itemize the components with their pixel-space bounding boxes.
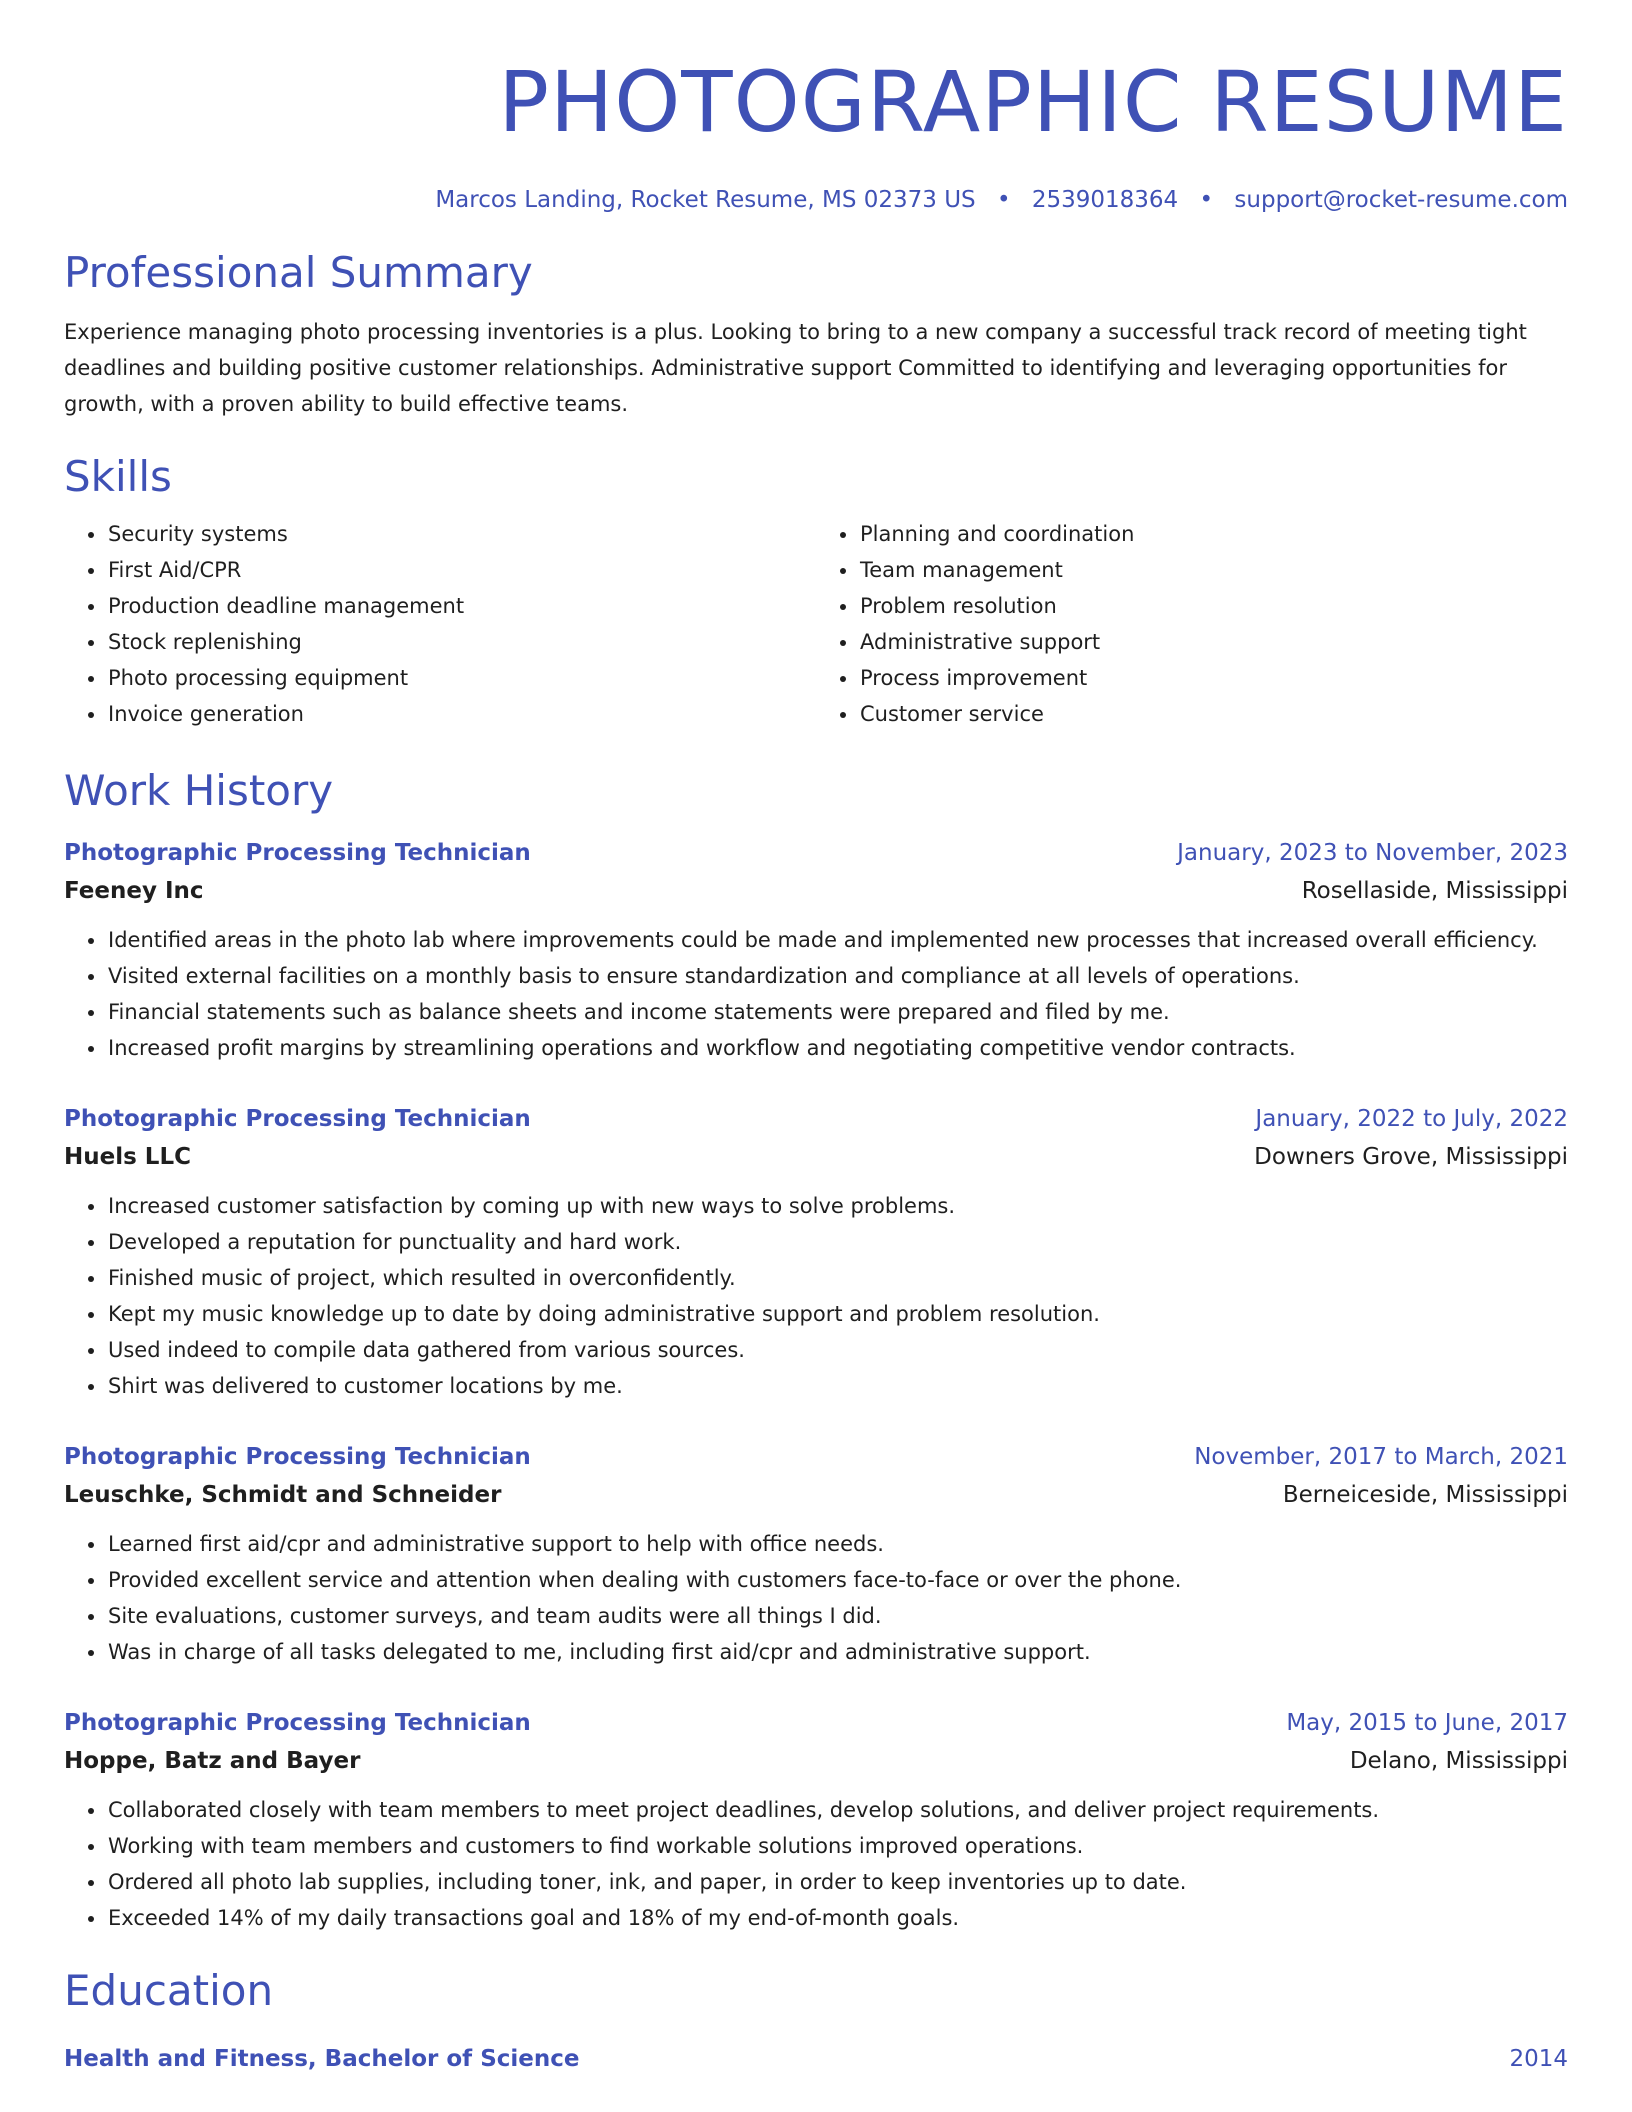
job-title-row bbox=[64, 1704, 1568, 1742]
work-history-section bbox=[64, 764, 1568, 1936]
summary-text: Experience managing photo processing inventories is a plus. Looking to bring to a new company a successful track record of meeting tight deadlines and building positive customer relationships. Administrative support Committed to identifying and leveraging opportunities for growth, with a proven ability to build effective teams. bbox=[64, 320, 1527, 416]
job-company-row bbox=[64, 872, 1568, 910]
job-role: Photographic Processing Technician bbox=[64, 1444, 531, 1470]
job-dates: May, 2015 to June, 2017 bbox=[1286, 1710, 1568, 1736]
skills-list-left bbox=[64, 516, 816, 732]
job-bullet: • Developed a reputation for punctuality and hard work. bbox=[107, 1224, 1568, 1260]
education-degree: Health and Fitness, Bachelor of Science bbox=[64, 2046, 580, 2072]
education-section bbox=[64, 1964, 1568, 2078]
summary-section bbox=[64, 246, 1568, 422]
skill-item: • Production deadline management bbox=[107, 588, 816, 624]
work-history-heading: Work History bbox=[64, 766, 334, 815]
skill-item: • Team management bbox=[859, 552, 1568, 588]
skill-item: • First Aid/CPR bbox=[107, 552, 816, 588]
job-location: Downers Grove, Mississippi bbox=[1254, 1144, 1568, 1170]
job-bullet: • Was in charge of all tasks delegated to me, including first aid/cpr and administrative support. bbox=[107, 1634, 1568, 1670]
job-company-row bbox=[64, 1138, 1568, 1176]
job-bullet: • Learned first aid/cpr and administrative support to help with office needs. bbox=[107, 1526, 1568, 1562]
skill-item: • Process improvement bbox=[859, 660, 1568, 696]
skills-section bbox=[64, 450, 1568, 732]
skills-list-right bbox=[816, 516, 1568, 732]
job-entry bbox=[64, 1438, 1568, 1670]
skill-item: • Customer service bbox=[859, 696, 1568, 732]
contact-phone: 2539018364 bbox=[1031, 187, 1179, 213]
job-company: Hoppe, Batz and Bayer bbox=[64, 1748, 361, 1774]
contact-address: Marcos Landing, Rocket Resume, MS 02373 US bbox=[435, 187, 976, 213]
job-bullet: • Identified areas in the photo lab where improvements could be made and implemented new processes that increased overall efficiency. bbox=[107, 922, 1568, 958]
job-bullet: • Increased profit margins by streamlining operations and workflow and negotiating competitive vendor contracts. bbox=[107, 1030, 1568, 1066]
job-role: Photographic Processing Technician bbox=[64, 1710, 531, 1736]
skill-item: • Security systems bbox=[107, 516, 816, 552]
job-title-row bbox=[64, 834, 1568, 872]
skill-item: • Administrative support bbox=[859, 624, 1568, 660]
job-company: Huels LLC bbox=[64, 1144, 191, 1170]
job-bullet: • Increased customer satisfaction by coming up with new ways to solve problems. bbox=[107, 1188, 1568, 1224]
job-dates: November, 2017 to March, 2021 bbox=[1194, 1444, 1568, 1470]
job-bullet: • Working with team members and customers to find workable solutions improved operations. bbox=[107, 1828, 1568, 1864]
job-entry bbox=[64, 1100, 1568, 1404]
education-heading: Education bbox=[64, 1966, 274, 2015]
skill-item: • Photo processing equipment bbox=[107, 660, 816, 696]
job-location: Berneiceside, Mississippi bbox=[1282, 1482, 1568, 1508]
job-location: Rosellaside, Mississippi bbox=[1301, 878, 1568, 904]
job-bullets bbox=[64, 1526, 1568, 1670]
job-bullet: • Provided excellent service and attention when dealing with customers face-to-face or over the phone. bbox=[107, 1562, 1568, 1598]
job-title-row bbox=[64, 1100, 1568, 1138]
resume-header bbox=[64, 52, 1568, 216]
job-bullets bbox=[64, 922, 1568, 1066]
skill-item: • Stock replenishing bbox=[107, 624, 816, 660]
job-bullet: • Used indeed to compile data gathered from various sources. bbox=[107, 1332, 1568, 1368]
job-location: Delano, Mississippi bbox=[1349, 1748, 1568, 1774]
job-title-row bbox=[64, 1438, 1568, 1476]
job-bullet: • Collaborated closely with team members to meet project deadlines, develop solutions, and deliver project requirements. bbox=[107, 1792, 1568, 1828]
job-company: Leuschke, Schmidt and Schneider bbox=[64, 1482, 502, 1508]
skills-heading: Skills bbox=[64, 452, 172, 501]
job-bullet: • Finished music of project, which resulted in overconfidently. bbox=[107, 1260, 1568, 1296]
contact-separator: • bbox=[1199, 187, 1214, 213]
skill-item: • Invoice generation bbox=[107, 696, 816, 732]
job-bullet: • Site evaluations, customer surveys, and team audits were all things I did. bbox=[107, 1598, 1568, 1634]
contact-line bbox=[64, 184, 1568, 216]
job-bullet: • Exceeded 14% of my daily transactions goal and 18% of my end-of-month goals. bbox=[107, 1900, 1568, 1936]
job-role: Photographic Processing Technician bbox=[64, 1106, 531, 1132]
job-entry bbox=[64, 1704, 1568, 1936]
job-bullet: • Kept my music knowledge up to date by doing administrative support and problem resolution. bbox=[107, 1296, 1568, 1332]
job-bullets bbox=[64, 1792, 1568, 1936]
contact-email: support@rocket-resume.com bbox=[1234, 187, 1568, 213]
education-year: 2014 bbox=[1509, 2046, 1568, 2072]
job-bullet: • Shirt was delivered to customer locations by me. bbox=[107, 1368, 1568, 1404]
education-entry bbox=[64, 2040, 1568, 2078]
skill-item: • Planning and coordination bbox=[859, 516, 1568, 552]
job-bullets bbox=[64, 1188, 1568, 1404]
job-company-row bbox=[64, 1742, 1568, 1780]
job-role: Photographic Processing Technician bbox=[64, 840, 531, 866]
skill-item: • Problem resolution bbox=[859, 588, 1568, 624]
job-company: Feeney Inc bbox=[64, 878, 204, 904]
job-company-row bbox=[64, 1476, 1568, 1514]
contact-separator: • bbox=[996, 187, 1011, 213]
resume-title: PHOTOGRAPHIC RESUME bbox=[498, 53, 1568, 151]
summary-heading: Professional Summary bbox=[64, 248, 533, 297]
job-bullet: • Visited external facilities on a monthly basis to ensure standardization and compliance at all levels of operations. bbox=[107, 958, 1568, 994]
job-entry bbox=[64, 834, 1568, 1066]
skills-columns bbox=[64, 516, 1568, 732]
job-dates: January, 2023 to November, 2023 bbox=[1177, 840, 1568, 866]
job-bullet: • Financial statements such as balance sheets and income statements were prepared and filed by me. bbox=[107, 994, 1568, 1030]
job-dates: January, 2022 to July, 2022 bbox=[1255, 1106, 1568, 1132]
job-bullet: • Ordered all photo lab supplies, including toner, ink, and paper, in order to keep inventories up to date. bbox=[107, 1864, 1568, 1900]
